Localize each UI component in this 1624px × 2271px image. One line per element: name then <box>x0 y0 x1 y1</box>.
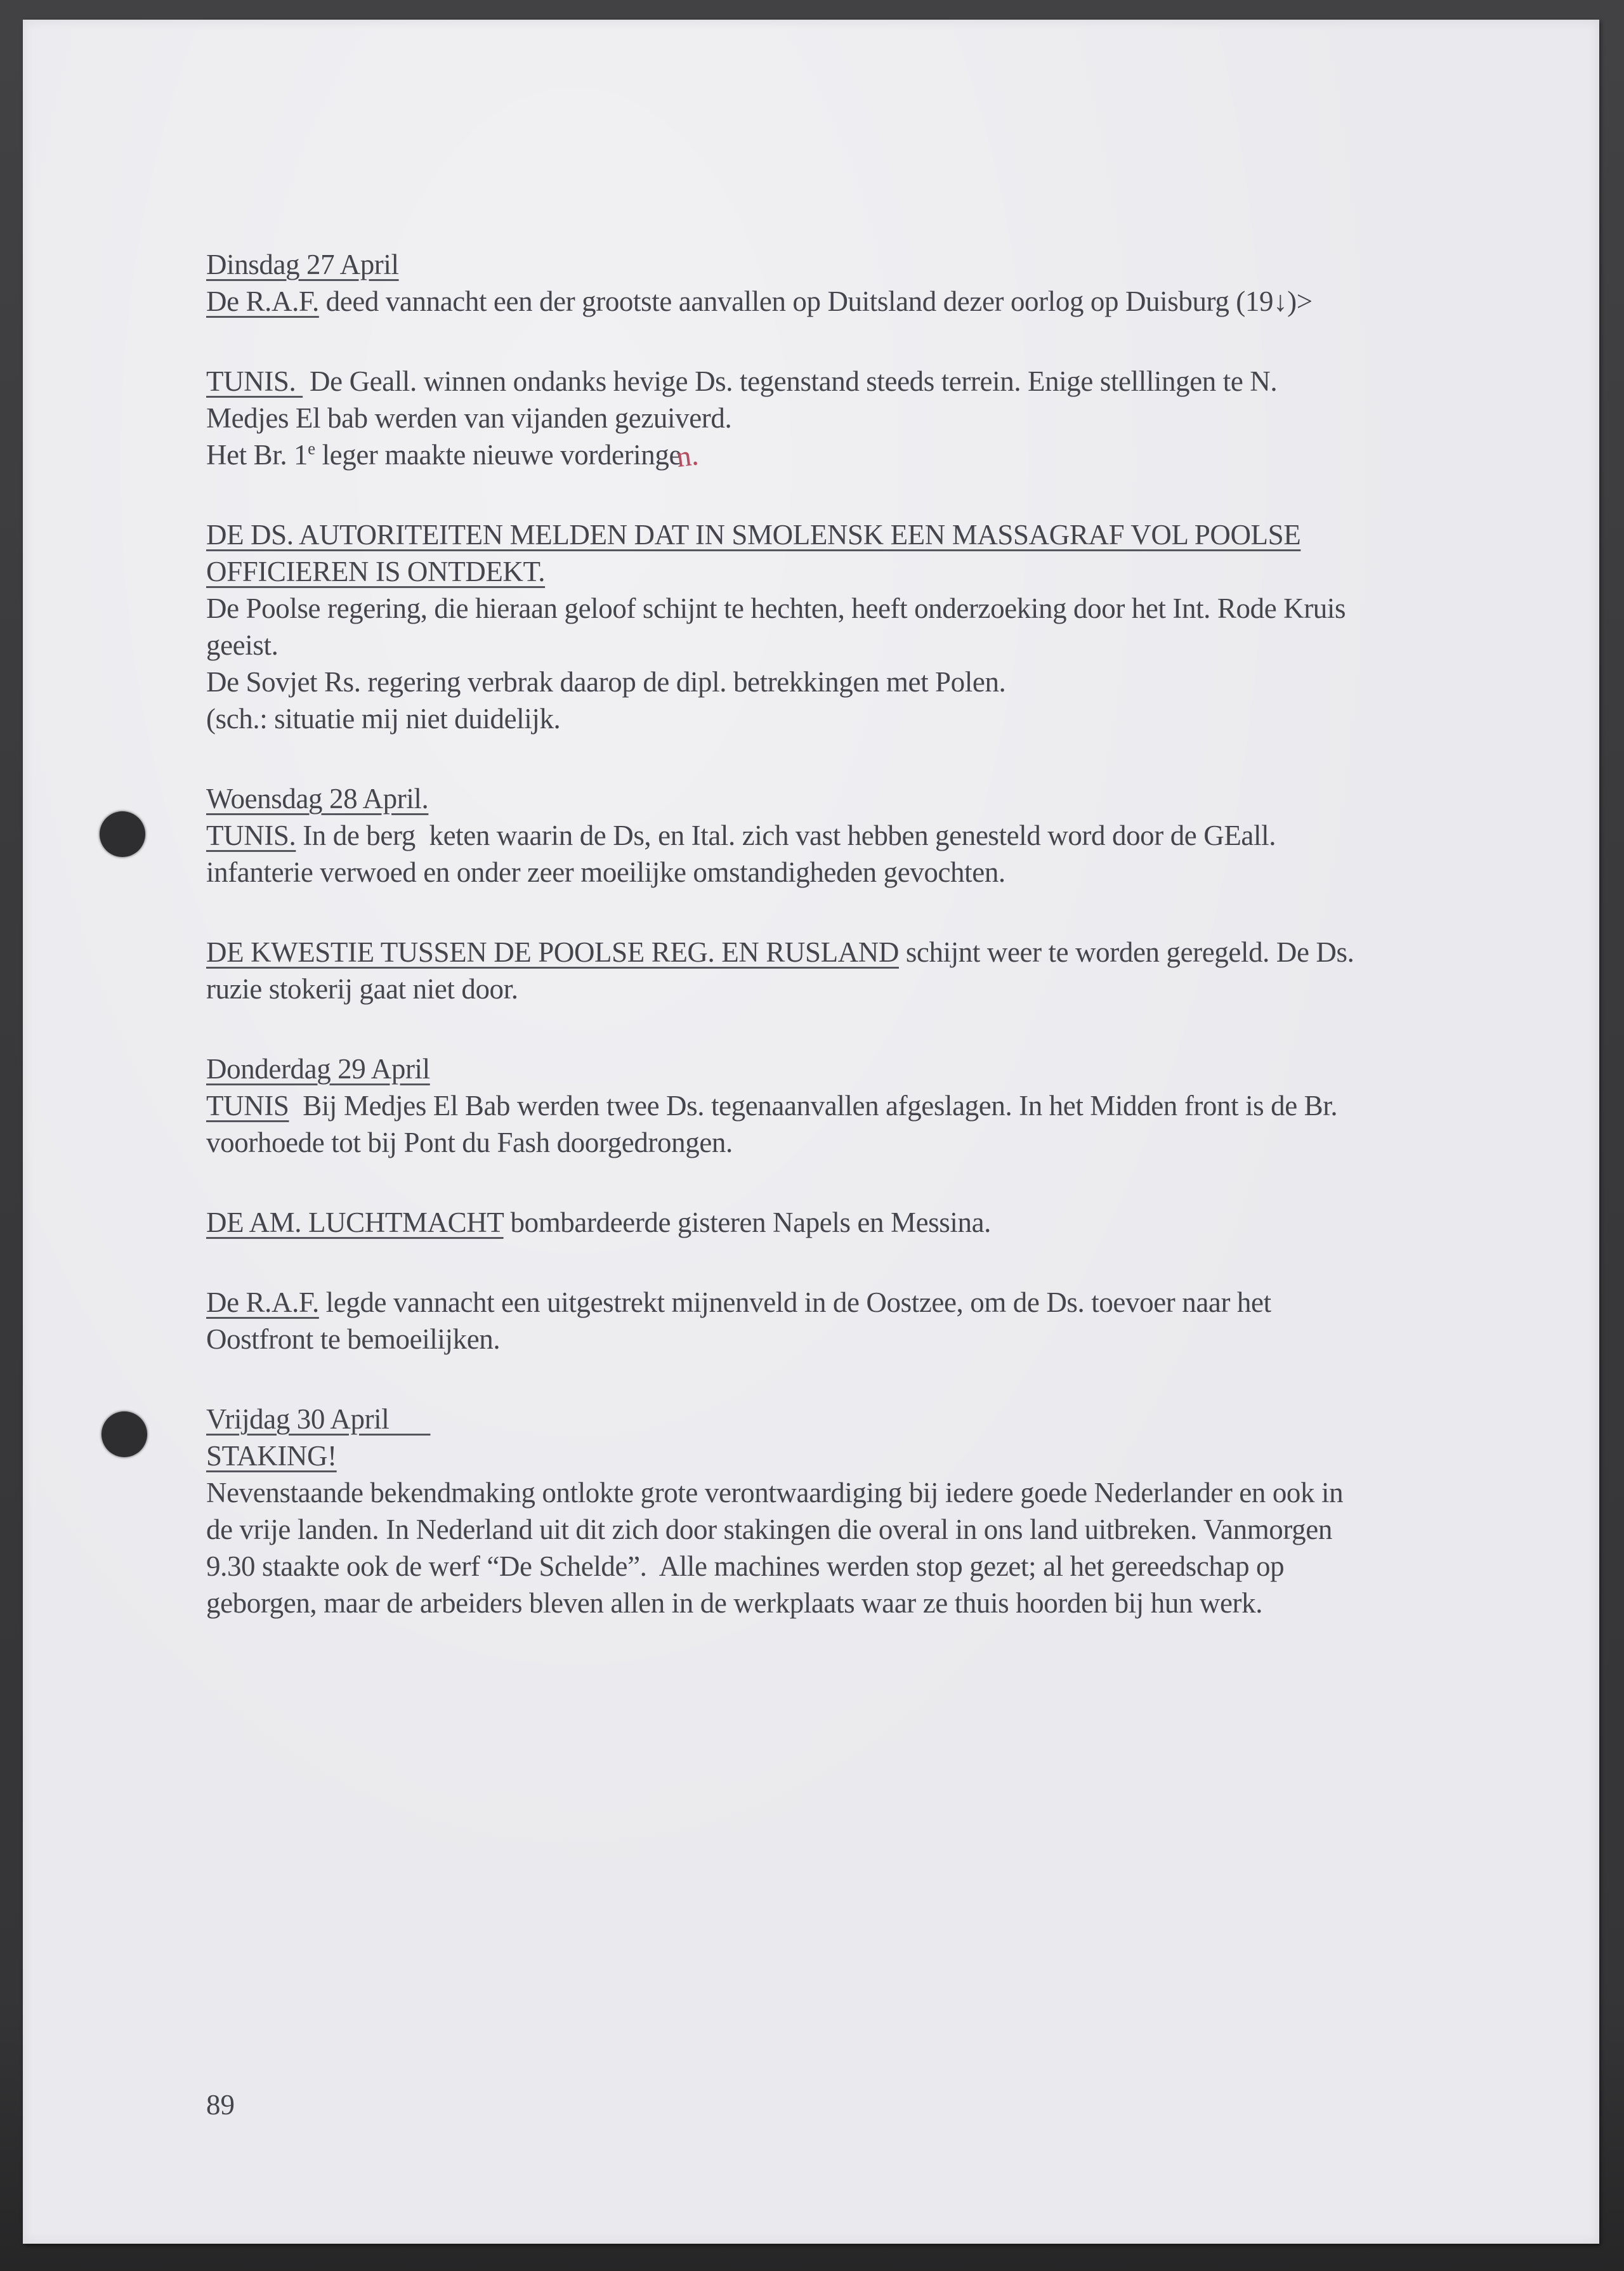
text-line <box>206 1511 1513 1548</box>
blank-line <box>206 737 1513 780</box>
underlined-text-segment: Vrijdag 30 April <box>206 1403 431 1435</box>
text-segment: Nevenstaande bekendmaking ontlokte grote verontwaardiging bij iedere goede Nederlander en ook in <box>206 1477 1344 1509</box>
text-block <box>206 246 1513 1621</box>
punch-hole-bottom <box>102 1411 147 1457</box>
underlined-text-segment: TUNIS <box>206 1090 289 1122</box>
underlined-text-segment: Donderdag 29 April <box>206 1053 430 1085</box>
blank-line <box>206 320 1513 363</box>
underlined-text-segment: De R.A.F. <box>206 1286 319 1318</box>
underlined-text-segment: DE KWESTIE TUSSEN DE POOLSE REG. EN RUSLAND <box>206 936 899 968</box>
text-line <box>206 627 1513 664</box>
text-segment: De Geall. winnen ondanks hevige Ds. tegenstand steeds terrein. Enige stelllingen te N. <box>303 365 1278 397</box>
text-segment: De Sovjet Rs. regering verbrak daarop de dipl. betrekkingen met Polen. <box>206 666 1006 698</box>
text-line <box>206 363 1513 400</box>
punch-hole-top <box>100 811 145 857</box>
text-line <box>206 553 1513 590</box>
text-segment: 9.30 staakte ook de werf “De Schelde”. Alle machines werden stop gezet; al het gereedschap op <box>206 1550 1285 1582</box>
blank-line <box>206 891 1513 934</box>
text-line <box>206 246 1513 283</box>
text-segment: Bij Medjes El Bab werden twee Ds. tegenaanvallen afgeslagen. In het Midden front is de Br. <box>289 1090 1338 1122</box>
underlined-text-segment: DE DS. AUTORITEITEN MELDEN DAT IN SMOLENSK EEN MASSAGRAF VOL POOLSE <box>206 519 1301 551</box>
text-segment: schijnt weer te worden geregeld. De Ds. <box>898 936 1354 968</box>
paper-page <box>23 20 1599 2244</box>
text-segment: Oostfront te bemoeilijken. <box>206 1323 501 1355</box>
text-line <box>206 854 1513 891</box>
text-segment: In de berg keten waarin de Ds, en Ital. zich vast hebben genesteld word door de GEall. <box>296 820 1276 851</box>
text-segment: leger maakte nieuwe vorderinge <box>315 439 682 471</box>
page-number: 89 <box>206 2089 235 2121</box>
blank-line <box>206 1161 1513 1204</box>
text-segment: de vrije landen. In Nederland uit dit zich door stakingen die overal in ons land uitbreken. Vanmorgen <box>206 1514 1332 1545</box>
text-line <box>206 664 1513 700</box>
text-line <box>206 700 1513 737</box>
text-line <box>206 971 1513 1007</box>
underlined-text-segment: Woensdag 28 April. <box>206 783 429 815</box>
blank-line <box>206 1007 1513 1050</box>
text-segment: ruzie stokerij gaat niet door. <box>206 973 518 1005</box>
text-line <box>206 780 1513 817</box>
text-segment: De Poolse regering, die hieraan geloof schijnt te hechten, heeft onderzoeking door het Int. Rode Kruis <box>206 592 1346 624</box>
blank-line <box>206 1358 1513 1401</box>
underlined-text-segment: TUNIS. <box>206 365 303 397</box>
underlined-text-segment: STAKING! <box>206 1440 337 1472</box>
blank-line <box>206 473 1513 516</box>
underlined-text-segment: De R.A.F. <box>206 285 319 317</box>
text-segment: geborgen, maar de arbeiders bleven allen in de werkplaats waar ze thuis hoorden bij hun werk. <box>206 1587 1263 1619</box>
underlined-text-segment: OFFICIEREN IS ONTDEKT. <box>206 556 546 587</box>
handwritten-correction: n. <box>674 438 700 473</box>
text-segment: Medjes El bab werden van vijanden gezuiverd. <box>206 402 732 434</box>
text-segment: Het Br. 1 <box>206 439 308 471</box>
text-line <box>206 1124 1513 1161</box>
text-segment: geeist. <box>206 629 278 661</box>
text-segment: infanterie verwoed en onder zeer moeilijke omstandigheden gevochten. <box>206 856 1005 888</box>
text-line <box>206 817 1513 854</box>
text-line <box>206 1284 1513 1321</box>
text-line <box>206 1050 1513 1087</box>
text-segment: deed vannacht een der grootste aanvallen op Duitsland dezer oorlog op Duisburg (19↓)> <box>318 285 1313 317</box>
text-segment: legde vannacht een uitgestrekt mijnenveld in de Oostzee, om de Ds. toevoer naar het <box>318 1286 1271 1318</box>
text-line <box>206 1437 1513 1474</box>
text-line <box>206 400 1513 436</box>
text-segment: (sch.: situatie mij niet duidelijk. <box>206 703 561 735</box>
text-line <box>206 1321 1513 1358</box>
text-line <box>206 1204 1513 1241</box>
underlined-text-segment: TUNIS. <box>206 820 296 851</box>
text-line <box>206 1087 1513 1124</box>
text-line <box>206 1548 1513 1585</box>
blank-line <box>206 1241 1513 1284</box>
text-line <box>206 1474 1513 1511</box>
text-line <box>206 590 1513 627</box>
text-line <box>206 934 1513 971</box>
text-segment: e <box>308 439 315 458</box>
underlined-text-segment: Dinsdag 27 April <box>206 249 399 280</box>
underlined-text-segment: DE AM. LUCHTMACHT <box>206 1207 504 1238</box>
text-segment: bombardeerde gisteren Napels en Messina. <box>503 1207 991 1238</box>
text-line <box>206 1401 1513 1437</box>
text-segment: voorhoede tot bij Pont du Fash doorgedrongen. <box>206 1127 733 1158</box>
text-line <box>206 436 1513 473</box>
text-line <box>206 1585 1513 1621</box>
text-line <box>206 516 1513 553</box>
text-line <box>206 283 1513 320</box>
